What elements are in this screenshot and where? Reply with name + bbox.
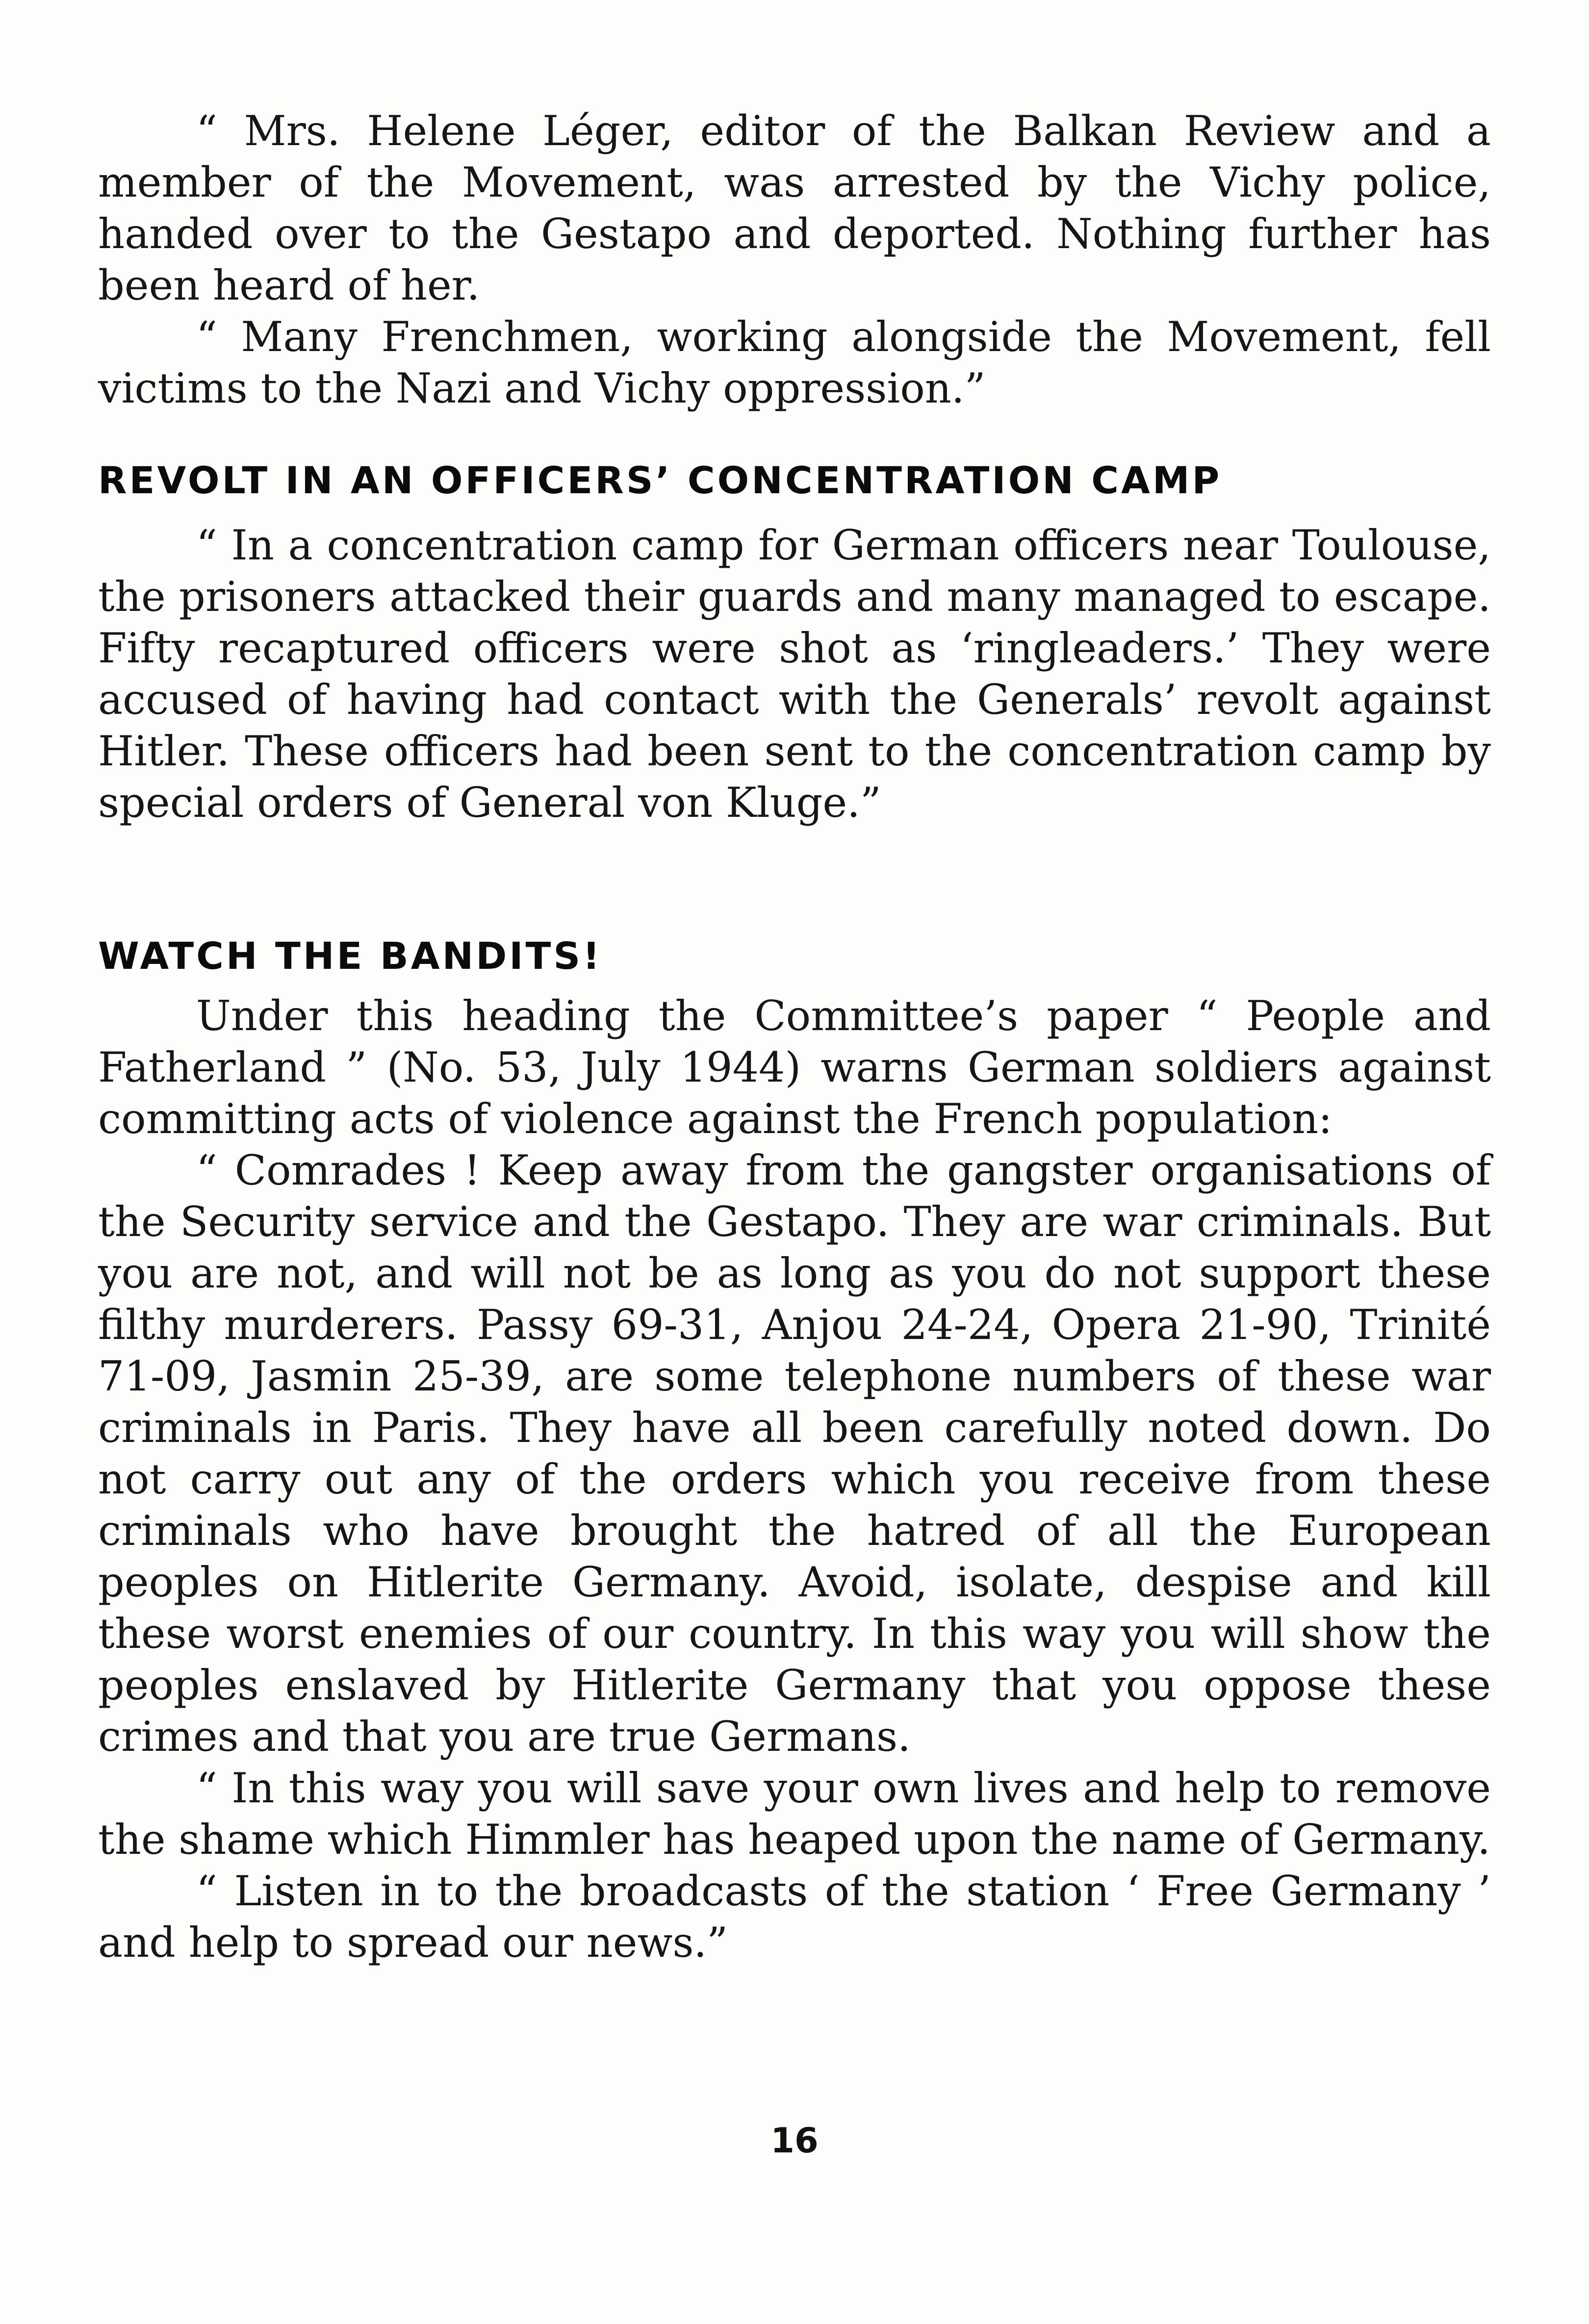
- heading-watch-bandits: WATCH THE BANDITS!: [98, 934, 602, 978]
- paragraph-save-lives: “ In this way you will save your own lives and help to remove the shame which Himmler has heaped upon the name of Germany.: [98, 1764, 1491, 1864]
- heading-revolt: REVOLT IN AN OFFICERS’ CONCENTRATION CAMP: [98, 458, 1222, 502]
- intro-section: [98, 105, 1491, 414]
- page-number: 16: [770, 2121, 819, 2161]
- paragraph-comrades-warning: “ Comrades ! Keep away from the gangster organisations of the Security service and the Gestapo. They are war criminals. But you are not, and will not be as long as you do not support these filthy murderers. Passy 69-31, Anjou 24-24, Opera 21-90, Trinité 71-09, Jasmin 25-39, are some telephone numbers of these war criminals in Paris. They have all been carefully noted down. Do not carry out any of the orders which you receive from these criminals who have brought the hatred of all the European peoples on Hitlerite Germany. Avoid, isolate, despise and kill these worst enemies of our country. In this way you will show the peoples enslaved by Hitlerite Germany that you oppose these crimes and that you are true Germans.: [98, 1146, 1491, 1761]
- paragraph-frenchmen-victims: “ Many Frenchmen, working alongside the Movement, fell victims to the Nazi and Vichy oppression.”: [98, 313, 1491, 412]
- bandits-section: [98, 990, 1491, 1969]
- paragraph-leger-arrest: “ Mrs. Helene Léger, editor of the Balkan Review and a member of the Movement, was arrested by the Vichy police, handed over to the Gestapo and deported. Nothing further has been heard of her.: [98, 107, 1491, 309]
- paragraph-committee-paper: Under this heading the Committee’s paper “ People and Fatherland ” (No. 53, July 1944) warns German soldiers against committing acts of violence against the French population:: [98, 992, 1491, 1143]
- paragraph-toulouse-camp: “ In a concentration camp for German officers near Toulouse, the prisoners attacked their guards and many managed to escape. Fifty recaptured officers were shot as ‘ringleaders.’ They were accused of having had contact with the Generals’ revolt against Hitler. These officers had been sent to the concentration camp by special orders of General von Kluge.”: [98, 521, 1491, 827]
- revolt-section: [98, 520, 1491, 829]
- paragraph-listen-broadcasts: “ Listen in to the broadcasts of the station ‘ Free Germany ’ and help to spread our news.”: [98, 1867, 1491, 1967]
